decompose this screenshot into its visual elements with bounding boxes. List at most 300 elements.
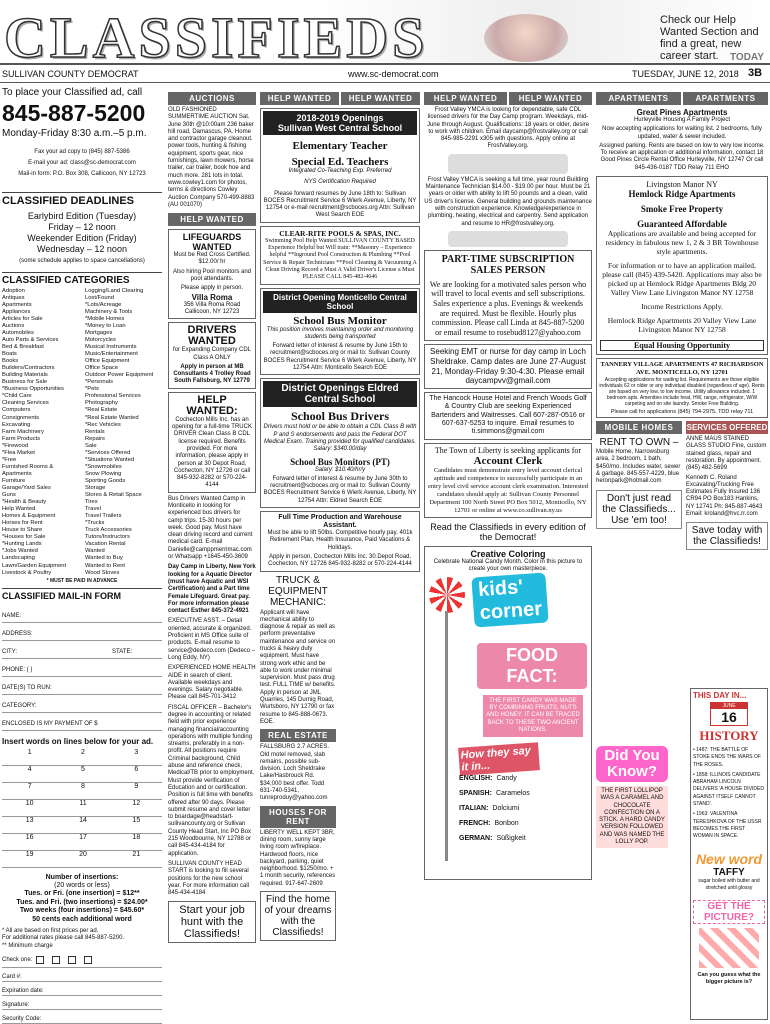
category-item: *Pets: [84, 386, 99, 393]
language-row: [459, 805, 587, 812]
category-item: *Rec Vehicles: [84, 421, 121, 428]
help-wanted-header: HELP WANTED: [168, 213, 256, 226]
school-bus-monitor: School Bus Monitor: [293, 314, 387, 327]
mobile-homes-header: MOBILE HOMES: [596, 421, 682, 434]
paper-name: SULLIVAN COUNTY DEMOCRAT: [2, 69, 139, 79]
great-pines-contact: Assigned parking. Rents are based on low to very low income. To receive an application or additional information, contact 18 Good Pines Circle Rental Office Hurleyville, NY 12747 Or call 845-436-0187 TDD Relay 711 EHO: [599, 142, 765, 171]
category-item: *Situations Wanted: [84, 456, 135, 463]
sbmpt-apply: Forward letter of interest & resume by June 30th to recruitment@scboces.org or mail to: Sullivan County BOCES Recruitment Service 6 Wierk Avenue, Liberty, NY 12754 Attn: Eldred Search EOE: [263, 475, 417, 504]
truck-mechanic-title: TRUCK & EQUIPMENT MECHANIC:: [268, 574, 328, 608]
category-item: Vacation Rental: [84, 541, 126, 548]
insert-words-label: Insert words on lines below for your ad.: [2, 736, 154, 746]
category-item: Business for Sale: [2, 379, 48, 386]
insertions-sub: (20 words or less): [54, 882, 110, 890]
category-item: Bed & Breakfast: [2, 344, 44, 351]
word-slot[interactable]: 14: [55, 817, 108, 834]
rate-1: Tues. or Fri. (one insertion) = $12**: [24, 890, 140, 898]
category-item: Wanted to Rent: [84, 562, 126, 569]
category-item: Photography: [84, 400, 118, 407]
truck-driver-ad: Cochecton Mills Inc. has an opening for a full-time TRUCK DRIVER Clean Class B CDL license required. Benefits provided. For more information, please apply in person at 30 Depot Road, Cochecton, NY 12726 or call 845-932-8282 or 570-224-4144: [172, 416, 252, 489]
word-slot[interactable]: 20: [55, 851, 108, 868]
smoke-free: Smoke Free Property: [640, 204, 724, 215]
production-text: Must be able to lift 50lbs. Competitive hourly pay, 401k Retirement Plan, Health Insurance, Paid Vacations & Holidays.: [267, 530, 413, 551]
account-clerk-text: Candidates must demonstrate entry level account clerical aptitude and competence to successfully participate in an entry level civil service account clerk examination. Interested candidates should apply at: Sullivan County Personnel Department 100 North Street PO Box 5012, Monticello, NY 12701 or online at www.co.sullivan.ny.us: [428, 466, 588, 514]
form-name-field[interactable]: NAME:: [2, 605, 162, 623]
nys-cert-note: NYS Certification Required: [304, 179, 376, 186]
corner-word: corner: [479, 597, 543, 624]
did-you-know: [596, 746, 668, 848]
category-item: Office Equipment: [84, 358, 130, 365]
category-item: Music/Entertainment: [84, 351, 138, 358]
you-word: You: [632, 747, 660, 764]
word-slot[interactable]: 19: [2, 851, 55, 868]
livingston-manor: Livingston Manor NY: [646, 180, 718, 190]
ymca-logo-2: [448, 231, 568, 247]
word-slot[interactable]: 6: [109, 766, 162, 783]
rate-2: Tues. and Fri. (two insertions) = $24.00*: [16, 898, 148, 906]
ymca-maintenance-ad: Frost Valley YMCA is seeking a full time, year round Building Maintenance Technician $14.00 - $19.00 per hour. Must be 21 years or older with ability to lift 50 pounds and a clean, valid US driver's license. General building and grounds maintenance with construction experience. Knowledge/experience in plumbing, heating, electrical and carpentry. Send application and resume to HR@frostvalley.org.: [424, 176, 592, 227]
category-item: Professional Services: [84, 393, 141, 400]
history-3: • 1963: VALENTINA TERESHKOVA OF THE USSR BECOMES THE FIRST WOMAN IN SPACE.: [693, 811, 762, 840]
tagline: Check our Help Wanted Section and find a great, new career start.: [660, 14, 759, 62]
category-item: Appliances: [2, 308, 31, 315]
liberty-house-ad: LIBERTY WELL KEPT 3BR, dining room, sunny large living room w/fireplace. Hardwood floors, nice backyard, parking, quiet neighborhood. $1250/mo. + 1 month security, references required. 917-647-2609: [260, 829, 336, 887]
creative-coloring-sub: Celebrate National Candy Month. Color in this picture to create your own masterpiece.: [433, 558, 583, 573]
town-liberty: The Town of Liberty is seeking applicants for: [434, 445, 582, 455]
language-list: [459, 775, 587, 850]
creative-coloring-title: Creative Coloring: [470, 548, 546, 559]
language-row: [459, 775, 587, 782]
category-item: Auctions: [2, 322, 25, 329]
houses-for-rent-header: HOUSES FOR RENT: [260, 806, 336, 828]
deadlines-title: CLASSIFIED DEADLINES: [2, 192, 162, 207]
issue-date: TUESDAY, JUNE 12, 2018: [632, 69, 739, 79]
category-item: Adoption: [2, 287, 25, 294]
lollipop-stick: [445, 611, 448, 861]
sbm-text: This position involves maintaining order and monitoring students being transported: [266, 326, 414, 340]
hancock-house-ad: The Hancock House Hotel and French Woods Golf & Country Club are seeking Experienced Bartenders and Waitresses. Call 607-287-0516 or 607-637-5253 to inquire. Email resumes to ti.simmons@gmail.com: [424, 392, 592, 440]
smiling-woman-photo: [484, 14, 568, 62]
category-item: Excavating: [2, 421, 31, 428]
category-item: Musical Instruments: [84, 344, 137, 351]
category-item: Auto Parts & Services: [2, 337, 59, 344]
word-slot[interactable]: 8: [55, 783, 108, 800]
villa-roma: Villa Roma: [191, 292, 233, 302]
word-slot[interactable]: 11: [55, 800, 108, 817]
help-wanted-header-3b: HELP WANTED: [341, 92, 420, 105]
category-item: *Services Offered: [84, 449, 131, 456]
lifeguards-also: Also hiring Pool monitors and pool attendants.: [172, 268, 252, 283]
help-wanted-title: HELP WANTED:: [186, 393, 238, 417]
fax-line: Fax your ad copy to (845) 887-5386: [34, 148, 130, 155]
expiration-field[interactable]: Expiration date:: [2, 982, 162, 996]
category-item: *Real Estate Wanted: [84, 414, 139, 421]
category-item: Storage: [84, 485, 106, 491]
column-5: [596, 92, 768, 550]
history-1: • 1487: THE BATTLE OF STOKE ENDS THE WARS OF THE ROSES.: [693, 747, 761, 768]
category-item: *Personals: [84, 379, 114, 386]
security-code-field[interactable]: Security Code:: [2, 1010, 162, 1024]
word-slot[interactable]: 1: [2, 749, 55, 766]
category-item: Lost/Found: [84, 294, 114, 301]
help-wanted-header-4a: HELP WANTED: [424, 92, 507, 105]
category-item: Apartments: [2, 301, 32, 308]
hemlock-address: Hemlock Ridge Apartments 20 Valley View Lane Livingston Manor NY 12758: [607, 316, 757, 335]
language-row: [459, 820, 587, 827]
column-4: [424, 92, 592, 880]
emt-nurse-ad: Seeking EMT or nurse for day camp in Loch Sheldrake. Camp dates are June 27-August 21, Monday-Friday 9:30-4:30. Please email daycampvv@gmail.com: [424, 344, 592, 388]
apartments-header-b: APARTMENTS: [683, 92, 768, 105]
category-item: Boats: [2, 351, 17, 358]
category-note: * MUST BE PAID IN ADVANCE: [46, 577, 118, 584]
category-item: Motorcycles: [84, 337, 116, 344]
category-item: Rentals: [84, 428, 105, 435]
sbd-text: Drivers must hold or be able to obtain a CDL Class B with P and S endorsements and pass the Federal DOT Medical Exam. Training provided for qualified candidates. Salary: $340.00/day: [263, 424, 417, 453]
history-2: • 1858: ILLINOIS CANDIDATE ABRAHAM LINCOLN DELIVERS 'A HOUSE DIVIDED AGAINST ITSELF CANNOT STAND'.: [693, 771, 764, 808]
monticello-header: District Opening Monticello Central School: [263, 291, 417, 313]
excavating-ad: Kenneth C. Roland Excavating/Trucking Free Estimates Fully Insured 136 CR94 PO Box183 Hankins, NY 12741 Ph: 845-887-4643 Email: kroland@hvc.rr.com: [686, 474, 763, 518]
form-address-field[interactable]: ADDRESS:: [2, 623, 162, 641]
category-item: Mortgages: [84, 329, 113, 336]
day-camp-ad: Day Camp in Liberty, New York looking for a Aquatic Director (must have Aquatic and WSI Certification) and a Part time Female Lifeguard. Great pay. For more information please contact Esther 845-372-4921: [168, 564, 256, 615]
language-name: GERMAN:: [459, 834, 493, 842]
language-word: Süßigkeit: [496, 834, 526, 842]
this-day-history: [690, 688, 768, 1020]
category-item: Machinery & Tools: [84, 308, 133, 315]
category-item: Farm Machinery: [2, 428, 44, 435]
word-grid: [2, 749, 162, 868]
lifeguards-text: Must be Red Cross Certified. $12.00/ hr: [173, 252, 251, 266]
payment-checkbox-1[interactable]: [36, 956, 44, 964]
services-offered-header: SERVICES OFFERED: [686, 423, 768, 433]
part-time-sales-title: PART-TIME SUBSCRIPTION SALES PERSON: [441, 253, 575, 276]
category-item: Sporting Goods: [84, 477, 126, 484]
great-pines-text: Now accepting applications for waiting list. 2 bedrooms, fully updated, water & sewer included.: [602, 126, 762, 140]
word-slot[interactable]: 4: [2, 766, 55, 783]
category-item: *Free: [2, 456, 17, 463]
category-item: *Flea Market: [2, 449, 35, 456]
kids-word: kids': [477, 575, 524, 602]
category-item: Sale: [84, 442, 97, 449]
account-clerk: Account Clerk: [473, 454, 543, 467]
home-health-ad: EXPERIENCED HOME HEALTH AIDE in search of client. Available weekdays and evenings. Salary negotiable. Please call 845-701-3412: [168, 665, 256, 701]
category-item: Livestock & Poultry: [2, 569, 52, 576]
word-slot[interactable]: 3: [109, 749, 162, 766]
category-item: Wanted to Buy: [84, 555, 123, 562]
auctions-header: AUCTIONS: [168, 92, 256, 105]
stained-glass-ad: ANNE MAUS STAINED GLASS STUDIO Fine, custom stained glass, repair and restoration. By appointment. (845) 482-5699: [686, 436, 767, 472]
category-item: Antiques: [2, 294, 25, 301]
categories-title: CLASSIFIED CATEGORIES: [2, 272, 162, 286]
word-slot[interactable]: 5: [55, 766, 108, 783]
school-bus-drivers: School Bus Drivers: [290, 409, 389, 424]
new-word: TAFFY: [713, 866, 745, 878]
mail-line: Mail-in form: P.O. Box 308, Callicoon, NY 12723: [18, 171, 146, 178]
great-pines-title: Great Pines Apartments: [636, 108, 728, 117]
word-slot[interactable]: 12: [109, 800, 162, 817]
word-slot[interactable]: 17: [55, 834, 108, 851]
bus-monitors-pt: School Bus Monitors (PT): [290, 456, 390, 467]
help-wanted-header-4b: HELP WANTED: [509, 92, 592, 105]
category-item: Tutors/Instructors: [84, 534, 130, 541]
drivers-text: for Expanding Company CDL Class A ONLY: [172, 347, 252, 361]
income-restrictions: Income Restrictions Apply.: [641, 302, 723, 312]
start-job-hunt-promo: Start your job hunt with the Classifieds!: [168, 901, 256, 943]
category-item: House to Share: [2, 527, 43, 534]
dont-just-read-promo: Don't just read the Classifieds... Use 'em too!: [596, 490, 682, 529]
category-item: Stores & Retail Space: [84, 492, 142, 499]
food-fact-text: THE FIRST CANDY WAS MADE BY COMBINING FRUITS, NUTS AND HONEY. IT CAN BE TRACED BACK TO THESE TWO ANCIENT NATIONS.: [483, 695, 583, 737]
elementary-teacher: Elementary Teacher: [292, 140, 388, 152]
find-home-promo: Find the home of your dreams with the Classifieds!: [260, 891, 336, 941]
deadline-4: Wednesday – 12 noon: [37, 244, 127, 255]
form-dates-field[interactable]: DATE(S) TO RUN:: [2, 677, 162, 695]
clear-rite-text: Swimming Pool Help Wanted SULLIVAN COUNTY BASED Experience Helpful but Will train: **Masonry – Experience helpful **Inground Pool Construction & Plumbing **Pool Service & Repair Technicians **Pool Cleaning & Vacuuming A Clean Driving Record a Must A Valid Driver's License a Must PLEASE CALL 845-482-4646: [263, 237, 417, 281]
category-item: Farm Products: [2, 435, 41, 442]
sbmpt-salary: Salary: $10.40/hr/y: [314, 466, 366, 473]
picture-puzzle: [699, 928, 759, 968]
category-item: Logging/Land Clearing: [84, 287, 144, 294]
drivers-apply: Apply in person at MB Consultants 4 Trolley Road South Fallsburg, NY 12779: [173, 363, 251, 385]
form-category-field[interactable]: CATEGORY:: [2, 695, 162, 713]
rent-to-own: RENT TO OWN –: [599, 437, 679, 449]
help-wanted-header-3a: HELP WANTED: [260, 92, 339, 105]
category-item: Tires: [84, 499, 98, 506]
rent-to-own-text: Mobile Home, Narrowsburg area, 2 bedroom, 1 bath, $450/mo. Includes water, sewer & garbage. 845-557-4229, blue heronpark@hotmail.com: [596, 449, 681, 485]
payment-checkbox-2[interactable]: [52, 956, 60, 964]
production-title: Full Time Production and Warehouse Assistant.: [278, 514, 402, 530]
category-item: *Business Opportunities: [2, 386, 64, 393]
save-today-promo: Save today with the Classifieds!: [686, 522, 768, 550]
sw-openings-title: 2018-2019 Openings: [296, 113, 384, 123]
rate-3: Two weeks (four insertions) = $45.60*: [19, 907, 145, 915]
affordable-text: Applications are available and being accepted for residency in fabulous new 1, 2 & 3 BR Townhouse style apartments.: [605, 229, 759, 257]
real-estate-header: REAL ESTATE: [260, 729, 336, 742]
get-picture-title: GET THE PICTURE?: [693, 900, 765, 924]
get-picture-question: Can you guess what the bigger picture is?: [697, 972, 761, 985]
category-item: *Money to Loan: [84, 322, 126, 329]
clear-rite-title: CLEAR-RITE POOLS & SPAS, INC.: [279, 228, 401, 238]
ymca-logo: [448, 154, 568, 174]
guaranteed-affordable: Guaranteed Affordable: [637, 219, 727, 230]
fact-word: FACT:: [506, 665, 558, 686]
hemlock-ridge-title: Hemlock Ridge Apartments: [628, 189, 736, 200]
check-one-row: [2, 954, 162, 968]
signature-field[interactable]: Signature:: [2, 996, 162, 1010]
sbm-apply: Forward letter of interest & resume by June 15th to recruitment@scboces.org or mail to: Sullivan County BOCES Recruitment Service 6 Wierk Avenue, Liberty, NY 12754 Attn: Monticello Search EOE: [263, 343, 417, 372]
category-item: Truck Accessories: [84, 527, 132, 534]
apartments-header-a: APARTMENTS: [596, 92, 681, 105]
category-item: Consignments: [2, 414, 40, 421]
column-2: [168, 92, 256, 1020]
category-item: Garage/Yard Sales: [2, 485, 51, 491]
eldred-header: District Openings Eldred Central School: [263, 381, 417, 407]
calendar-month: JUNE: [711, 703, 747, 709]
hemlock-info: For information or to have an application mailed, please call (845) 439-5420. Applications may also be picked up at Hemlock Ridge Apartments Bldg 20 Valley View Lane Livingston Manor NY 12758: [602, 261, 762, 298]
word-slot[interactable]: 21: [109, 851, 162, 868]
category-item: Repairs: [84, 435, 105, 442]
column-3: [260, 92, 420, 941]
food-word: FOOD: [506, 644, 558, 665]
co-teaching-note: Integrated Co-Teaching Exp. Preferred: [288, 168, 392, 174]
place-ad-text: To place your Classified ad, call: [2, 87, 143, 98]
language-word: Bonbon: [494, 819, 519, 827]
language-name: ITALIAN:: [459, 804, 489, 812]
page-number: 3B: [748, 67, 763, 79]
section-title: CLASSIFIEDS: [4, 5, 429, 70]
tannery-village-text: Accepting applications for waiting list. Requirements are those eligible individuals 62 or older or any individual disabled (regardless of age). Rents are based on very low, to low income. Utility allowance included. 1 bedroom apts. Amenities include heat, HW, range, refrigerator, W/W carpeting and on site laundry. Smoke Free Building.: [599, 377, 765, 408]
category-item: Horses for Rent: [2, 520, 43, 527]
language-row: [459, 835, 587, 842]
note-1: * All are based on first prices per ad.: [2, 928, 99, 935]
special-ed-teachers: Special Ed. Teachers: [291, 156, 389, 168]
category-item: Furnished Rooms & Apartments: [2, 463, 54, 477]
word-slot[interactable]: 9: [109, 783, 162, 800]
category-item: *Firewood: [2, 442, 29, 449]
category-list-a: [2, 288, 81, 577]
category-item: Cleaning Services: [2, 400, 49, 407]
language-name: ENGLISH:: [459, 774, 493, 782]
equal-housing: Equal Housing Opportunity: [600, 340, 764, 351]
read-classifieds-promo: Read the Classifieds in every edition of the Democrat!: [430, 521, 586, 542]
category-item: *Lots/Acreage: [84, 301, 122, 308]
category-item: Furniture: [2, 477, 26, 484]
category-item: Snow Plowing: [84, 470, 122, 477]
auction-ad: OLD FASHIONED SUMMERTIME AUCTION Sat. June 30th @10:00am 236 baker hill road, Damascus, PA. Home and contractor garage cleanout. power tools, hunting & fishing equipment, sports gear, nice furnishings, lawn mowers, horse trailer, car trailer, book hoe and much more. 281 lots in total. www.cowley1.com for photos, terms & directions Cowley Auction Company 570-499-8883 (AU 001070): [168, 107, 255, 208]
category-item: *Jobs Wanted: [2, 548, 38, 555]
category-item: Computers: [2, 407, 31, 414]
word-slot[interactable]: 16: [2, 834, 55, 851]
kids-corner: [424, 546, 592, 880]
language-word: Dolciumi: [492, 804, 520, 812]
classified-phone[interactable]: 845-887-5200: [2, 99, 146, 126]
deadline-2: Friday – 12 noon: [48, 222, 116, 233]
this-day-title: THIS DAY IN...: [693, 691, 747, 700]
category-item: Homes & Equipment: [2, 513, 56, 520]
language-word: Caramelos: [495, 789, 530, 797]
truck-mechanic-text: Applicant will have mechanical ability to diagnose & repair as well as perform preventative maintenance and service on trucks & heavy duty equipment. Must have strong work ethic and be able to work under minimal supervision. Must pass drug test. FULL TIME w/ benefits. Apply in person at JML Quarries, 145 Durnig Road, Wurtsboro, NY 12790 or fax resume to 845-888-0673. EOE.: [260, 609, 336, 725]
note-3: ** Minimum charge: [2, 942, 53, 949]
category-item: *Child Care: [2, 393, 32, 400]
category-item: Builders/Contractors: [2, 365, 55, 372]
category-item: *Houses for Sale: [2, 534, 46, 541]
check-one-label: Check one:: [2, 956, 33, 963]
card-number-field[interactable]: Card #:: [2, 968, 162, 982]
great-pines-sub: Hurleyville Housing A Family Project: [633, 117, 731, 123]
language-name: SPANISH:: [459, 789, 492, 797]
tannery-village-title: TANNERY VILLAGE APARTMENTS 47 RICHARDSON AVE. MONTICELLO, NY 12701: [600, 361, 764, 377]
tannery-village-call: Please call for applications (845) 794-2975, TDD relay 711: [610, 409, 754, 416]
rate-4: 50 cents each additional word: [32, 915, 132, 923]
deadline-3: Weekender Edition (Friday): [27, 233, 137, 244]
how-they-say-title: How they say it in...: [458, 742, 540, 776]
payment-checkbox-4[interactable]: [84, 956, 92, 964]
word-slot[interactable]: 7: [2, 783, 55, 800]
form-city-field[interactable]: CITY:: [2, 648, 18, 655]
part-time-sales-text: We are looking for a motivated sales person who will travel to local events and sell subscriptions. Sales experience a plus. Evenings & weekends are required. Must be flexible. Hourly plus commission. Please call Linda at 845-887-5200 or email resume to rosebud8127@yahoo.com: [429, 279, 587, 337]
calendar-day: 16: [721, 709, 737, 725]
fiscal-officer-ad: FISCAL OFFICER – Bachelor's degree in accounting or related field with prior experience managing financial/accounting operations with multiple funding streams, preferably in a non-profit. All positions require Criminal background, Child abuse and reference check, Medical/TB prior to employment. Must provide verification of Education and or certification. Position is full time with benefits offered after 90 days. Please submit resume and cover letter to boardage@headstart-sullivancounty.org or Sullivan County Head Start, Inc PO Box 215 Woodbourne, NY 12788 or call 845-434-4184 for application.: [168, 704, 255, 857]
category-item: *Trucks: [84, 520, 105, 527]
left-column: [2, 88, 162, 1024]
bus-drivers-ad: Bus Drivers Wanted Camp in Monticello in looking for experienced bus drivers for camp trips. 15-30 hours per week. Good pay. Must have clean driving record and current medical card. E-mail Danielle@camppmerrimac.com or Whatsapp +1645-450-3609: [168, 495, 253, 561]
category-item: Guns: [2, 492, 16, 499]
language-name: FRENCH:: [459, 819, 491, 827]
category-item: Building Materials: [2, 372, 48, 379]
word-slot[interactable]: 10: [2, 800, 55, 817]
category-item: Office Space: [84, 365, 119, 372]
language-row: [459, 790, 587, 797]
category-item: Help Wanted: [2, 506, 36, 513]
category-item: Lawn/Garden Equipment: [2, 562, 67, 569]
category-item: Books: [2, 358, 19, 365]
form-payment-field[interactable]: ENCLOSED IS MY PAYMENT OF $: [2, 713, 162, 731]
fallsburg-ad: FALLSBURG 2.7 ACRES. Old motel removed, slab remains, possible sub-division. Loch Sheldrake Lake/Hasbrouck Rd. $34,000 best offer. Todd 631-740-5341, tunreproduy@yahoo.com: [260, 744, 330, 802]
mailin-title: CLASSIFIED MAIL-IN FORM: [2, 588, 162, 601]
ymca-drivers-ad: Frost Valley YMCA is looking for dependable, safe CDL licensed drivers for the Day Camp program. Weekdays, mid-June through August. Qualifications: 18 years or older, desire to work with children. Email daycamp@frostvalley.org or call 845-985-2291 x305 with questions. Apply online at FrostValley.org.: [426, 107, 590, 150]
deadline-note: (some schedule applies to space cancellations): [19, 258, 145, 265]
form-phone-field[interactable]: PHONE: ( ): [2, 659, 162, 677]
form-state-field[interactable]: STATE:: [112, 648, 133, 655]
word-slot[interactable]: 15: [109, 817, 162, 834]
email-line: E-mail your ad: class@sc-democrat.com: [28, 159, 136, 166]
category-item: Articles for Sale: [2, 315, 43, 322]
category-item: Automobiles: [2, 329, 34, 336]
did-word: Did: [604, 747, 629, 764]
new-word-title: New word: [695, 850, 763, 867]
villa-roma-address: 356 Villa Roma Road Callicoon, NY 12723: [183, 301, 241, 315]
sw-apply: Please forward resumes by June 18th to: Sullivan BOCES Recruitment Service 6 Wierk Avenue, Liberty, NY 12754 or e-mail recruitment@scboces.org Attn: Sullivan West Search EOE: [263, 190, 417, 219]
category-item: Wanted: [84, 548, 105, 555]
category-item: *Snowmobiles: [84, 463, 122, 470]
category-item: *Mobile Homes: [84, 315, 125, 322]
deadline-1: Earlybird Edition (Tuesday): [27, 211, 137, 222]
lifeguards-title: LIFEGUARDS WANTED: [182, 232, 242, 253]
lifeguards-apply: Please apply in person.: [180, 285, 244, 292]
category-item: *Health & Beauty: [2, 499, 47, 506]
exec-asst-ad: EXECUTIVE ASST. – Detail oriented, accurate & organized. Proficient in MS Office suite of products. E-mail resume to service@dedeco.com (Dedeco – Long Eddy, NY): [168, 618, 256, 661]
history-title: HISTORY: [699, 728, 759, 743]
category-item: Travel: [84, 506, 101, 513]
category-item: Travel Trailers: [84, 513, 122, 520]
category-item: Outdoor Power Equipment: [84, 372, 154, 379]
word-slot[interactable]: 18: [109, 834, 162, 851]
category-item: Landscaping: [2, 555, 35, 562]
insertions-title: Number of insertions:: [45, 873, 119, 881]
head-start-ad: SULLIVAN COUNTY HEAD START is looking to fill several positions for the new school year. For more information call 845-434-4184: [168, 860, 250, 897]
lollipop-image: [429, 577, 465, 613]
today-label: TODAY: [730, 52, 764, 63]
new-word-definition: sugar boiled with butter and stretched until glossy: [698, 877, 760, 891]
drivers-title: DRIVERS WANTED: [187, 324, 237, 348]
header-strip: [0, 63, 770, 83]
office-hours: Monday-Friday 8:30 a.m.–5 p.m.: [2, 127, 147, 139]
know-word: Know?: [607, 763, 657, 780]
did-you-know-text: THE FIRST LOLLIPOP WAS A CARAMEL AND CHOCOLATE CONFECTION ON A STICK. A HARD CANDY VERSION FOLLOWED AND WAS NAMED THE LOLLY POP.: [596, 786, 668, 848]
category-item: *Real Estate: [84, 407, 118, 414]
sw-school-name: Sullivan West Central School: [277, 123, 403, 133]
language-word: Candy: [496, 774, 517, 782]
word-slot[interactable]: 2: [55, 749, 108, 766]
payment-checkbox-3[interactable]: [68, 956, 76, 964]
production-apply: Apply in person, Cochecton Mills Inc. 30 Depot Road, Cochecton, NY 12726 845-932-8282 or 570-224-4144: [268, 553, 412, 568]
site-link[interactable]: www.sc-democrat.com: [348, 69, 439, 79]
category-list-b: [85, 288, 162, 577]
note-2: For additional rates please call 845-887-5200.: [2, 935, 125, 942]
category-item: Wood Stoves: [84, 569, 120, 576]
word-slot[interactable]: 13: [2, 817, 55, 834]
category-item: *Hunting Lands: [2, 541, 42, 548]
